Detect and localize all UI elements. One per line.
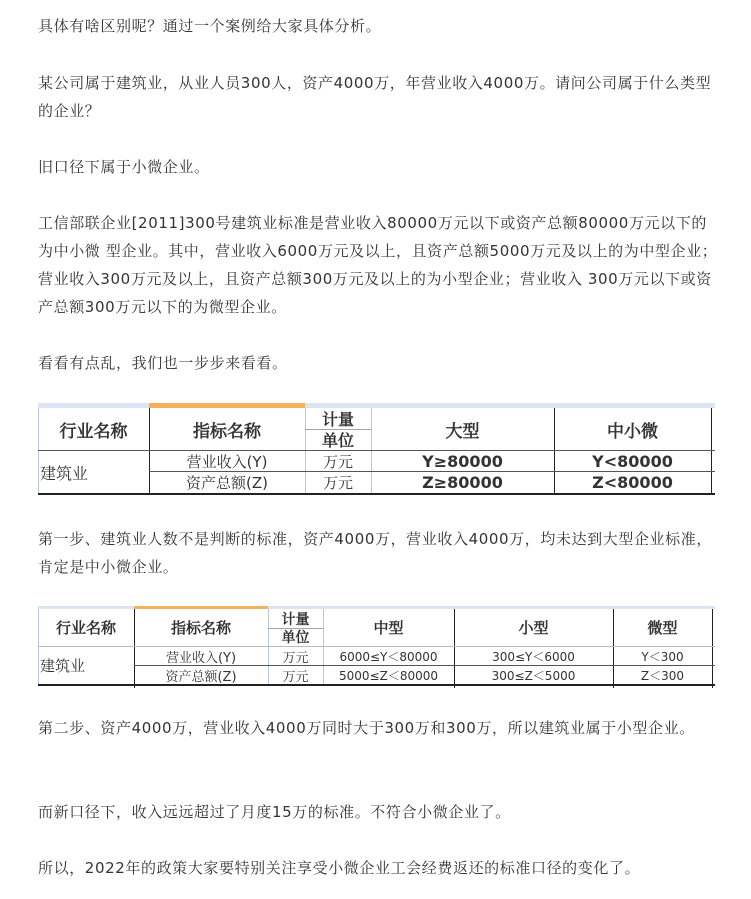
cell-micro-revenue: Y＜300 [641, 649, 684, 664]
cell-indicator-assets: 资产总额(Z) [165, 669, 237, 685]
cell-large-assets: Z≥80000 [422, 473, 503, 492]
header-indicator-name: 指标名称 [170, 619, 231, 637]
cell-large-revenue: Y≥80000 [422, 451, 503, 471]
cell-medium-assets: 5000≤Z＜80000 [339, 668, 438, 683]
paragraph-new-standard: 而新口径下，收入远远超过了月度15万的标准。不符合小微企业了。 [38, 803, 511, 821]
cell-small-assets: 300≤Z＜5000 [491, 668, 576, 683]
cell-unit-assets: 万元 [322, 474, 353, 492]
cell-sme-assets: Z<80000 [592, 473, 673, 492]
cell-unit-revenue: 万元 [282, 650, 309, 666]
header-large: 大型 [445, 421, 480, 442]
paragraph-step-one: 第一步、建筑业人数不是判断的标准，资产4000万，营业收入4000万，均未达到大型企业标准，肯定是中小微企业。 [38, 530, 712, 576]
paragraph-regulation: 工信部联企业[2011]300号建筑业标准是营业收入80000万元以下或资产总额80000万元以下的为中小微 型企业。其中，营业收入6000万元及以上，且资产总额5000万元及以上的为中型企业；营业收入300万元及以上，且资产总额300万元及以上的为小型企业；营业收入 300万元以下或资产总额300万元以下的为微型企业。 [38, 214, 718, 316]
header-medium: 中型 [373, 619, 404, 637]
cell-indicator-assets: 资产总额(Z) [186, 474, 268, 492]
paragraph-case: 某公司属于建筑业，从业人员300人，资产4000万，年营业收入4000万。请问公司属于什么类型的企业？ [38, 74, 712, 120]
cell-unit-revenue: 万元 [322, 452, 353, 471]
cell-industry: 建筑业 [40, 657, 86, 675]
paragraph-old-standard: 旧口径下属于小微企业。 [38, 158, 210, 176]
paragraph-step-two: 第二步、资产4000万，营业收入4000万同时大于300万和300万，所以建筑业属于小型企业。 [38, 719, 695, 737]
paragraph-step-intro: 看看有点乱，我们也一步步来看看。 [38, 354, 288, 372]
cell-indicator-revenue: 营业收入(Y) [165, 650, 237, 666]
header-unit-top: 计量 [321, 410, 354, 429]
cell-sme-revenue: Y<80000 [592, 451, 673, 471]
header-unit-bottom: 单位 [281, 630, 310, 646]
paragraph-conclusion: 所以，2022年的政策大家要特别关注享受小微企业工会经费返还的标准口径的变化了。 [38, 859, 641, 877]
header-industry-name: 行业名称 [59, 421, 128, 442]
header-micro: 微型 [647, 619, 678, 637]
header-industry-name: 行业名称 [55, 619, 116, 637]
table-large-vs-sme [38, 403, 715, 495]
paragraph-intro: 具体有啥区别呢？通过一个案例给大家具体分析。 [38, 17, 382, 35]
header-unit-top: 计量 [281, 611, 310, 628]
cell-industry: 建筑业 [40, 463, 89, 483]
table-medium-small-micro [38, 606, 715, 688]
cell-medium-revenue: 6000≤Y＜80000 [339, 649, 438, 664]
cell-unit-assets: 万元 [282, 669, 309, 685]
header-sme: 中小微 [607, 421, 658, 442]
header-unit-bottom: 单位 [321, 431, 354, 450]
header-small: 小型 [518, 619, 549, 637]
cell-micro-assets: Z＜300 [640, 668, 685, 683]
cell-small-revenue: 300≤Y＜6000 [492, 649, 575, 664]
header-indicator-name: 指标名称 [193, 421, 261, 442]
cell-indicator-revenue: 营业收入(Y) [186, 452, 268, 471]
